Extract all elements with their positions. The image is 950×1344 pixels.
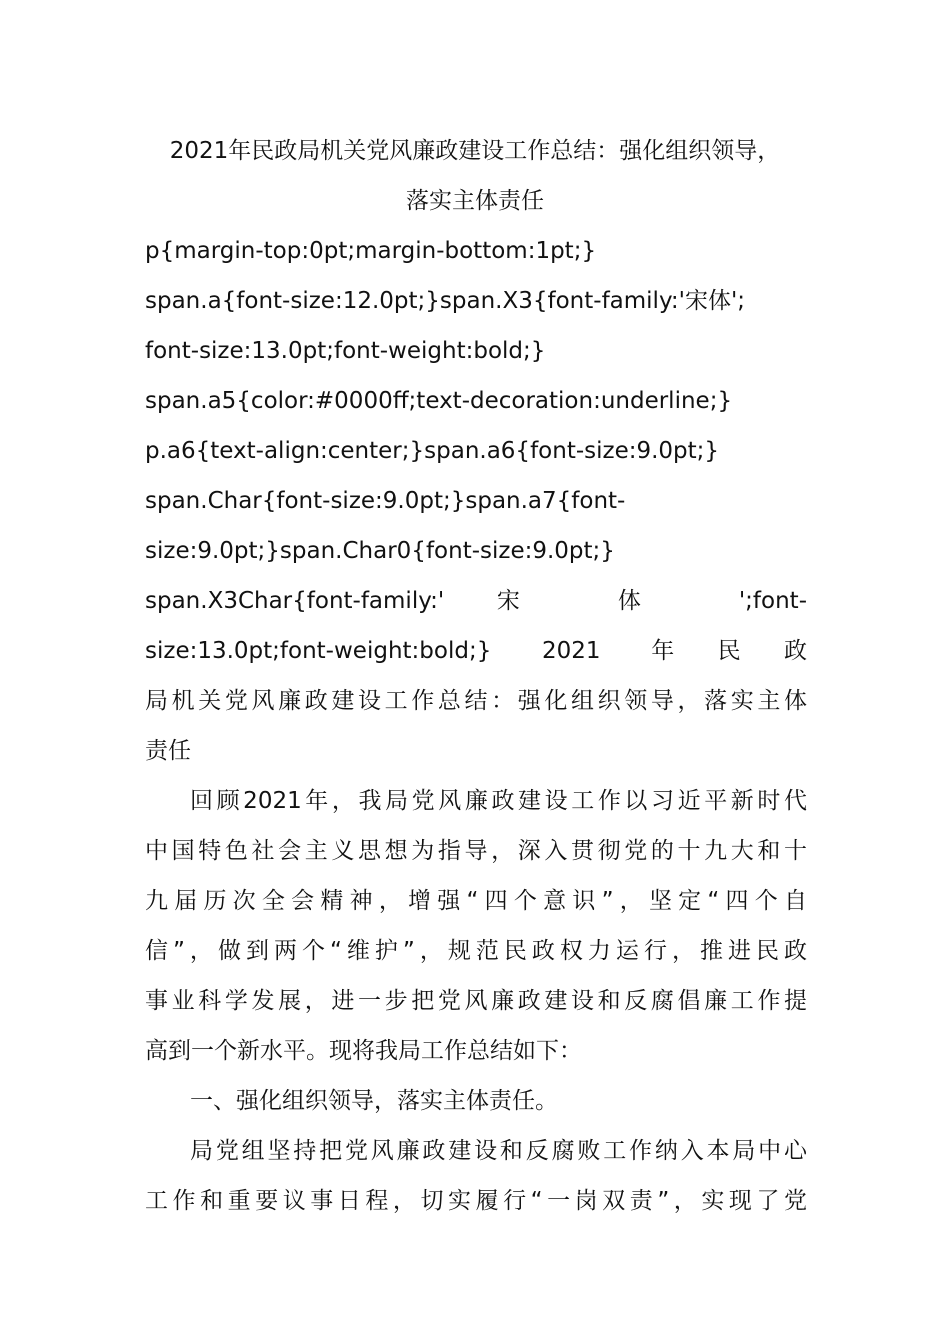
- text-line: size:13.0pt;font-weight:bold;} 2021 年民政: [145, 638, 807, 664]
- text-line: 信”，做到两个“维护”，规范民政权力运行，推进民政: [145, 938, 807, 964]
- document-title-line-1: 2021年民政局机关党风廉政建设工作总结：强化组织领导，: [169, 138, 781, 164]
- paragraph-first-line: 回顾2021年，我局党风廉政建设工作以习近平新时代: [190, 788, 807, 814]
- text-line: 事业科学发展，进一步把党风廉政建设和反腐倡廉工作提: [145, 988, 807, 1014]
- text-line: 中国特色社会主义思想为指导，深入贯彻党的十九大和十: [145, 838, 807, 864]
- text-line: span.a{font-size:12.0pt;}span.X3{font-family:'宋体';: [145, 288, 746, 314]
- text-line: 高到一个新水平。现将我局工作总结如下：: [145, 1038, 582, 1064]
- text-line: p{margin-top:0pt;margin-bottom:1pt;}: [145, 238, 597, 264]
- text-line: 工作和重要议事日程，切实履行“一岗双责”，实现了党: [145, 1188, 807, 1214]
- document-title-line-2: 落实主体责任: [406, 188, 544, 214]
- text-line: span.Char{font-size:9.0pt;}span.a7{font-: [145, 488, 626, 514]
- text-line: span.a5{color:#0000ff;text-decoration:underline;}: [145, 388, 733, 414]
- section-heading: 一、强化组织领导，落实主体责任。: [190, 1088, 558, 1114]
- text-line: 九届历次全会精神，增强“四个意识”，坚定“四个自: [145, 888, 807, 914]
- text-line: font-size:13.0pt;font-weight:bold;}: [145, 338, 546, 364]
- paragraph-first-line: 局党组坚持把党风廉政建设和反腐败工作纳入本局中心: [190, 1138, 807, 1164]
- text-line: span.X3Char{font-family:' 宋 体 ';font-: [145, 588, 807, 614]
- text-line: 局机关党风廉政建设工作总结：强化组织领导，落实主体: [145, 688, 807, 714]
- text-line: size:9.0pt;}span.Char0{font-size:9.0pt;}: [145, 538, 615, 564]
- text-line: p.a6{text-align:center;}span.a6{font-size:9.0pt;}: [145, 438, 720, 464]
- text-line: 责任: [145, 738, 191, 764]
